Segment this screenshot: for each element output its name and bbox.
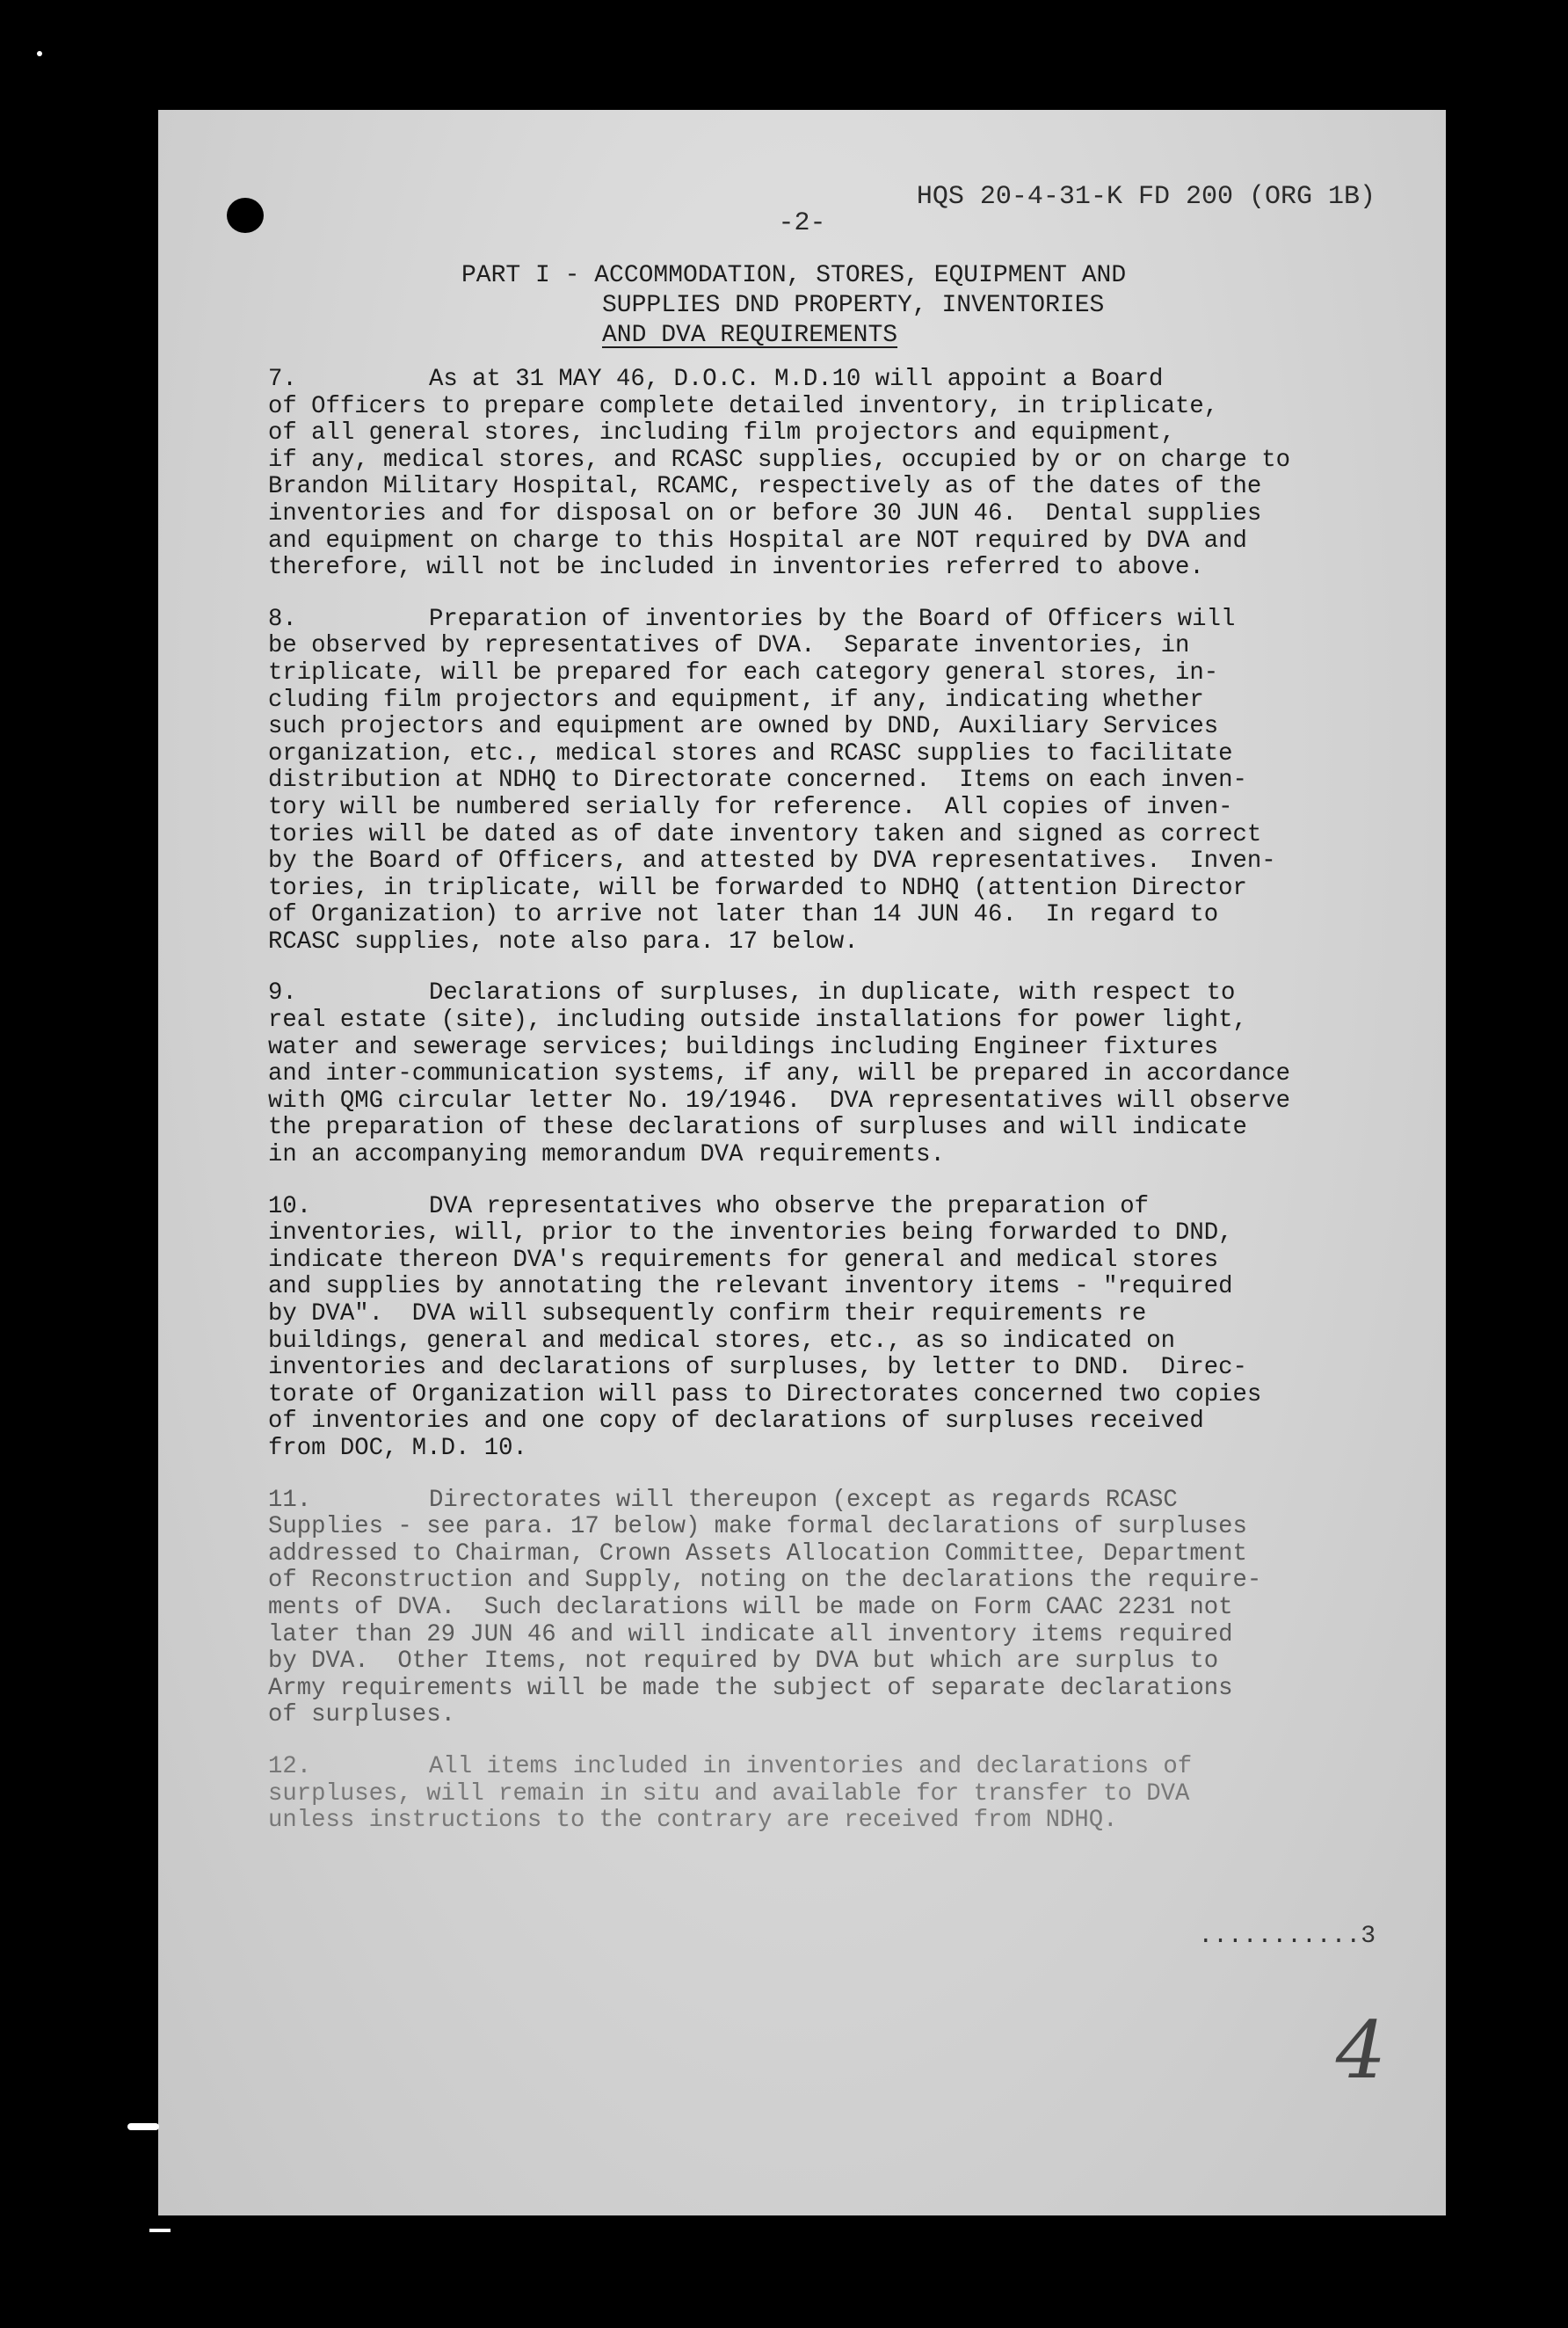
paragraph-text: Preparation of inventories by the Board of Officers will be observed by representatives of DVA. Separate inventories, in triplicate, will be prepared for each category general stores, in- cluding film projectors and equipment, if any, indicating whether such projectors and equipment are owned by DND, Auxiliary Services organization, etc., medical stores and RCASC supplies to facilitate distribution at NDHQ to Directorate concerned. Items on each inven- tory will be numbered serially for reference. All copies of inven- tories will be dated as of date inventory taken and signed as correct by the Board of Officers, and attested by DVA representatives. Inven- tories, in triplicate, will be forwarded to NDHQ (attention Director of Organization) to arrive not later than 14 JUN 46. In regard to RCASC supplies, note also para. 17 below. — [268, 605, 1276, 956]
continuation-marker: ...........3 — [1198, 1923, 1376, 1950]
paragraph-8 — [268, 607, 1428, 957]
paragraph-10 — [268, 1194, 1428, 1463]
paragraph-text: Directorates will thereupon (except as regards RCASC Supplies - see para. 17 below) make formal declarations of surpluses addressed to Chairman, Crown Assets Allocation Committee, Department of Reconstruction and Supply, noting on the declarations the require- ments of DVA. Such declarations will be made on Form CAAC 2231 not later than 29 JUN 46 and will indicate all inventory items required by DVA. Other Items, not required by DVA but which are surplus to Army requirements will be made the subject of separate declarations of surpluses. — [268, 1486, 1262, 1729]
paragraph-text: DVA representatives who observe the preparation of inventories, will, prior to the inventories being forwarded to DND, indicate thereon DVA's requirements for general and medical stores and supplies by annotating the relevant inventory items - "required by DVA". DVA will subsequently confirm their requirements re buildings, general and medical stores, etc., as so indicated on inventories and declarations of surpluses, by letter to DND. Direc- torate of Organization will pass to Directorates concerned two copies of inventories and one copy of declarations of surpluses received from DOC, M.D. 10. — [268, 1192, 1262, 1462]
paragraph-number: 12. — [268, 1752, 312, 1780]
document-page — [158, 110, 1446, 2215]
paragraph-number: 8. — [268, 605, 297, 633]
scan-speck — [37, 51, 42, 56]
heading-line-3-text: AND DVA REQUIREMENTS — [602, 322, 898, 349]
paragraph-number: 11. — [268, 1486, 312, 1514]
paragraph-text: As at 31 MAY 46, D.O.C. M.D.10 will appoint a Board of Officers to prepare complete detailed inventory, in triplicate, of all general stores, including film projectors and equipment, if any, medical stores, and RCASC supplies, occupied by or on charge to Brandon Military Hospital, RCAMC, respectively as of the dates of the inventories and for disposal on or before 30 JUN 46. Dental supplies and equipment on charge to this Hospital are NOT required by DVA and therefore, will not be included in inventories referred to above. — [268, 366, 1291, 582]
handwritten-page-mark: 4 — [1335, 2004, 1386, 2097]
paragraph-text: All items included in inventories and declarations of surpluses, will remain in situ and available for transfer to DVA unless instructions to the contrary are received from NDHQ. — [268, 1752, 1193, 1835]
page-number: -2- — [778, 208, 826, 238]
heading-line-1: PART I - ACCOMMODATION, STORES, EQUIPMENT AND — [461, 262, 1127, 289]
paragraph-number: 10. — [268, 1192, 312, 1220]
paragraph-text: Declarations of surpluses, in duplicate, with respect to real estate (site), including outside installations for power light, water and sewerage services; buildings including Engineer fixtures and inter-communication systems, if any, will be prepared in accordance with QMG circular letter No. 19/1946. DVA representatives will observe the preparation of these declarations of surpluses and will indicate in an accompanying memorandum DVA requirements. — [268, 979, 1291, 1169]
paragraph-12 — [268, 1754, 1428, 1835]
part-heading — [461, 261, 1126, 351]
scan-speck — [127, 2123, 159, 2130]
heading-line-2: SUPPLIES DND PROPERTY, INVENTORIES — [602, 292, 1105, 319]
scan-speck — [149, 2229, 171, 2232]
heading-line-3 — [461, 321, 1126, 351]
paragraph-9 — [268, 980, 1428, 1168]
document-body — [268, 367, 1428, 1859]
paragraph-11 — [268, 1488, 1428, 1729]
paragraph-7 — [268, 367, 1428, 582]
paragraph-number: 9. — [268, 979, 297, 1008]
paragraph-number: 7. — [268, 366, 297, 393]
file-reference: HQS 20-4-31-K FD 200 (ORG 1B) — [916, 182, 1376, 212]
